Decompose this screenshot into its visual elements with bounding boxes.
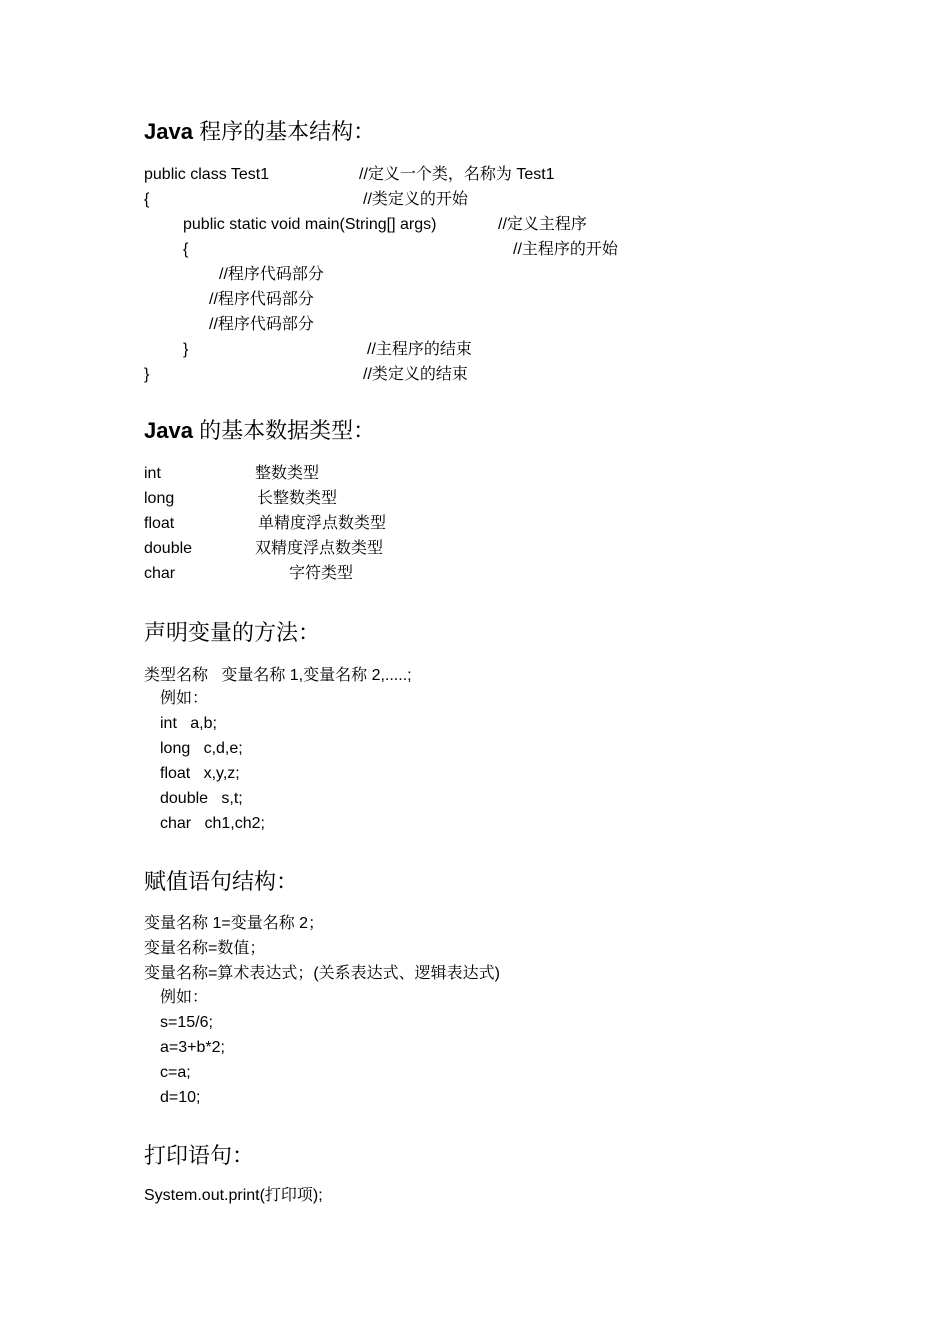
- type-desc: 单精度浮点数类型: [258, 515, 387, 532]
- syntax-line: 变量名称 1=变量名称 2；: [144, 915, 325, 932]
- code-comment: //程序代码部分: [209, 291, 314, 308]
- code-line: {: [183, 241, 189, 258]
- type-desc: 字符类型: [289, 565, 354, 582]
- example-line: c=a;: [160, 1064, 191, 1081]
- example-line: d=10;: [160, 1089, 201, 1106]
- example-line: float x,y,z;: [160, 765, 240, 782]
- section-heading-assignment: 赋值语句结构：: [144, 869, 299, 894]
- syntax-line: 类型名称 变量名称 1,变量名称 2,.....;: [144, 667, 412, 684]
- type-desc: 长整数类型: [257, 490, 338, 507]
- code-line: }: [144, 366, 150, 383]
- example-line: a=3+b*2;: [160, 1039, 225, 1056]
- section-heading-program-structure: [144, 118, 375, 146]
- section-heading-data-types: [144, 417, 375, 445]
- type-desc: 整数类型: [255, 465, 320, 482]
- code-comment: //类定义的结束: [363, 366, 468, 383]
- code-line: {: [144, 191, 150, 208]
- example-label: 例如：: [160, 989, 209, 1006]
- heading-text: 的基本数据类型：: [192, 418, 376, 443]
- code-comment: //主程序的结束: [367, 341, 472, 358]
- example-line: s=15/6;: [160, 1014, 213, 1031]
- type-name: float: [144, 515, 175, 532]
- type-desc: 双精度浮点数类型: [255, 540, 384, 557]
- example-line: double s,t;: [160, 790, 243, 807]
- code-comment: //类定义的开始: [363, 191, 468, 208]
- code-comment: //主程序的开始: [513, 241, 618, 258]
- code-comment: //程序代码部分: [209, 316, 314, 333]
- code-line: }: [183, 341, 189, 358]
- example-line: long c,d,e;: [160, 740, 243, 757]
- code-line: public static void main(String[] args): [183, 216, 437, 233]
- section-heading-declare-variables: 声明变量的方法：: [144, 620, 321, 645]
- example-label: 例如：: [160, 690, 209, 707]
- print-statement: System.out.print(打印项);: [144, 1187, 323, 1204]
- code-comment: //程序代码部分: [219, 266, 324, 283]
- heading-text: 程序的基本结构：: [192, 119, 376, 144]
- code-comment: //定义主程序: [498, 216, 587, 233]
- section-heading-print: 打印语句：: [144, 1143, 255, 1168]
- code-comment: //定义一个类，名称为 Test1: [359, 166, 555, 183]
- heading-java-keyword: Java: [144, 418, 193, 443]
- type-name: double: [144, 540, 193, 557]
- example-line: char ch1,ch2;: [160, 815, 265, 832]
- code-line: public class Test1: [144, 166, 270, 183]
- heading-java-keyword: Java: [144, 119, 193, 144]
- type-name: char: [144, 565, 176, 582]
- type-name: long: [144, 490, 175, 507]
- type-name: int: [144, 465, 161, 482]
- example-line: int a,b;: [160, 715, 217, 732]
- syntax-line: 变量名称=算术表达式；(关系表达式、逻辑表达式): [144, 965, 501, 982]
- syntax-line: 变量名称=数值；: [144, 940, 266, 957]
